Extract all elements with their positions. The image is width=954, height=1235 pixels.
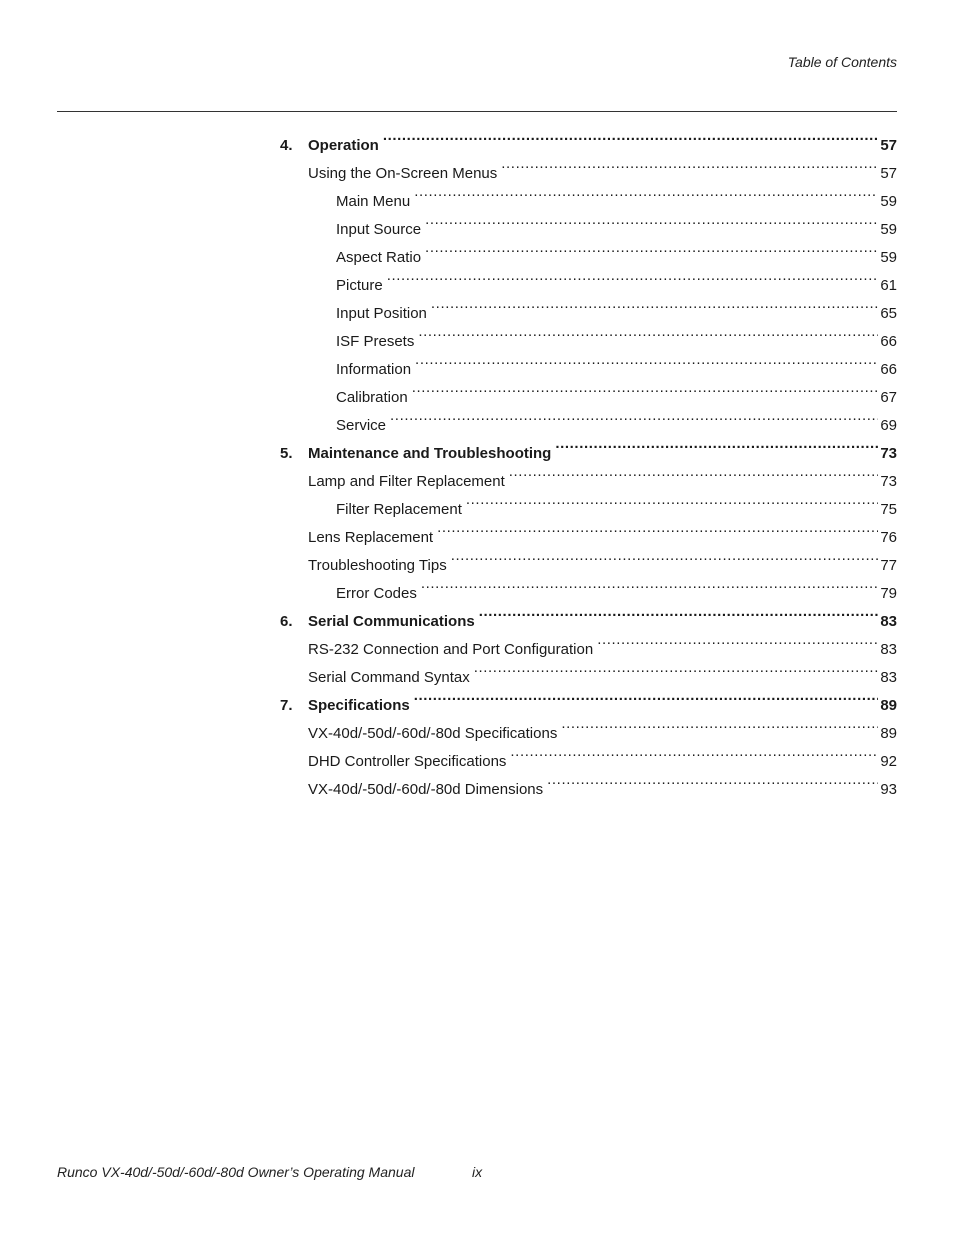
- toc-entry-title: Serial Communications: [308, 613, 475, 630]
- toc-page-number: 59: [880, 221, 897, 238]
- toc-page-number: 83: [880, 641, 897, 658]
- toc-page-number: 57: [880, 137, 897, 154]
- toc-dot-leader: [547, 766, 878, 794]
- toc-page-number: 65: [880, 305, 897, 322]
- toc-page-number: 69: [880, 417, 897, 434]
- toc-entry-title: Maintenance and Troubleshooting: [308, 445, 552, 462]
- toc-dot-leader: [415, 346, 878, 374]
- toc-entry-title: Error Codes: [336, 585, 417, 602]
- toc-page-number: 76: [880, 529, 897, 546]
- toc-dot-leader: [383, 122, 878, 150]
- toc-page-number: 93: [880, 781, 897, 798]
- toc-entry-title: Calibration: [336, 389, 408, 406]
- toc-page-number: 89: [880, 697, 897, 714]
- toc-entry-title: Using the On-Screen Menus: [308, 165, 498, 182]
- toc-dot-leader: [479, 598, 879, 626]
- toc-page-number: 79: [880, 585, 897, 602]
- toc-page-number: 92: [880, 753, 897, 770]
- toc-dot-leader: [390, 402, 878, 430]
- toc-page-number: 59: [880, 249, 897, 266]
- toc-page-number: 83: [880, 669, 897, 686]
- toc-page-number: 67: [880, 389, 897, 406]
- toc-page-number: 83: [880, 613, 897, 630]
- header-divider: [57, 111, 897, 112]
- toc-page-number: 73: [880, 473, 897, 490]
- toc-dot-leader: [418, 318, 878, 346]
- toc-page-number: 61: [880, 277, 897, 294]
- toc-entry-title: Filter Replacement: [336, 501, 462, 518]
- toc-dot-leader: [501, 150, 878, 178]
- toc-dot-leader: [474, 654, 879, 682]
- toc-page-number: 59: [880, 193, 897, 210]
- toc-page-number: 89: [880, 725, 897, 742]
- toc-dot-leader: [387, 262, 879, 290]
- toc-dot-leader: [421, 570, 878, 598]
- toc-entry-title: Serial Command Syntax: [308, 669, 470, 686]
- toc-entry-title: Lamp and Filter Replacement: [308, 473, 505, 490]
- toc-entry-title: Information: [336, 361, 412, 378]
- running-header: Table of Contents: [787, 54, 897, 70]
- toc-entry-title: DHD Controller Specifications: [308, 753, 507, 770]
- toc-page-number: 66: [880, 361, 897, 378]
- toc-dot-leader: [425, 206, 878, 234]
- toc-entry-title: Lens Replacement: [308, 529, 434, 546]
- toc-entry-title: Aspect Ratio: [336, 249, 422, 266]
- toc-entry-title: Input Position: [336, 305, 427, 322]
- toc-chapter-number: 5.: [280, 445, 293, 462]
- toc-dot-leader: [597, 626, 878, 654]
- toc-dot-leader: [509, 458, 879, 486]
- toc-dot-leader: [510, 738, 878, 766]
- toc-dot-leader: [451, 542, 879, 570]
- toc-page-number: 66: [880, 333, 897, 350]
- toc-entry-title: Main Menu: [336, 193, 411, 210]
- toc-chapter-entry[interactable]: [280, 122, 897, 154]
- toc-entry-title: Specifications: [308, 697, 410, 714]
- toc-page-number: 73: [880, 445, 897, 462]
- toc-entry-title: Operation: [308, 137, 379, 154]
- footer-page-number: ix: [472, 1164, 483, 1180]
- toc-entry-title: Service: [336, 417, 387, 434]
- toc-dot-leader: [466, 486, 878, 514]
- toc-dot-leader: [412, 374, 879, 402]
- toc-entry-title: Troubleshooting Tips: [308, 557, 447, 574]
- toc-page-number: 75: [880, 501, 897, 518]
- toc-chapter-number: 4.: [280, 137, 293, 154]
- toc-dot-leader: [561, 710, 878, 738]
- toc-dot-leader: [414, 178, 878, 206]
- toc-page-number: 77: [880, 557, 897, 574]
- footer-manual-title: Runco VX-40d/-50d/-60d/-80d Owner’s Operating Manual: [57, 1164, 415, 1180]
- toc-page-number: 57: [880, 165, 897, 182]
- toc-entry-title: ISF Presets: [336, 333, 415, 350]
- toc-dot-leader: [431, 290, 878, 318]
- toc-dot-leader: [555, 430, 878, 458]
- toc-chapter-number: 6.: [280, 613, 293, 630]
- toc-entry-title: VX-40d/-50d/-60d/-80d Dimensions: [308, 781, 544, 798]
- toc-dot-leader: [414, 682, 879, 710]
- toc-chapter-number: 7.: [280, 697, 293, 714]
- toc-entry-title: VX-40d/-50d/-60d/-80d Specifications: [308, 725, 558, 742]
- toc-entry-title: Picture: [336, 277, 383, 294]
- toc-entry-title: Input Source: [336, 221, 422, 238]
- toc-entry-title: RS-232 Connection and Port Configuration: [308, 641, 594, 658]
- table-of-contents: [280, 122, 897, 798]
- toc-dot-leader: [437, 514, 878, 542]
- toc-dot-leader: [425, 234, 878, 262]
